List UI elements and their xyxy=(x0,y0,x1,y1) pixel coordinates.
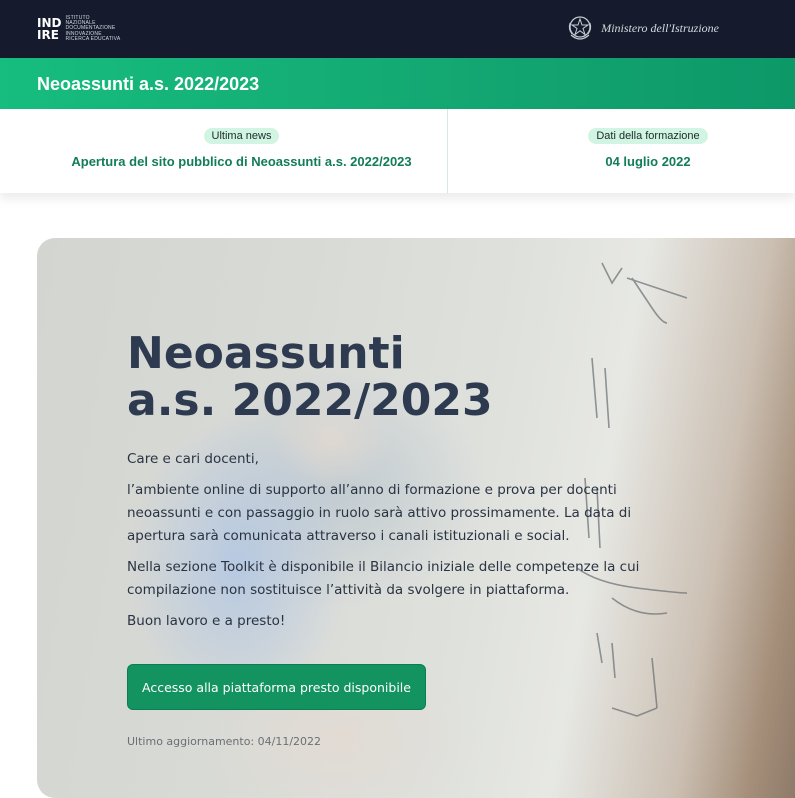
training-date-badge: Dati della formazione xyxy=(588,128,707,144)
logo-subtitle xyxy=(65,16,120,42)
training-date-value: 04 luglio 2022 xyxy=(605,154,691,169)
logo-subtitle-line: ISTITUTO xyxy=(65,15,90,21)
info-strip xyxy=(0,109,795,193)
ministry-name: Ministero dell'Istruzione xyxy=(601,20,719,35)
latest-news-badge: Ultima news xyxy=(204,128,280,144)
hero-title-line1: Neoassunti xyxy=(127,328,405,379)
platform-access-button[interactable]: Accesso alla piattaforma presto disponibile xyxy=(127,664,426,710)
hero-title xyxy=(127,330,493,424)
closing-paragraph: Buon lavoro e a presto! xyxy=(127,613,286,629)
toolkit-paragraph: Nella sezione Toolkit è disponibile il Bilancio iniziale delle competenze la cui compilazione non sostituisce l’attività da svolgere in piattaforma. xyxy=(127,559,640,598)
republic-emblem-icon xyxy=(567,13,593,43)
last-updated-text: Ultimo aggiornamento: 04/11/2022 xyxy=(127,735,322,748)
hero-title-line2: a.s. 2022/2023 xyxy=(127,375,493,426)
logo-subtitle-line: NAZIONALE xyxy=(65,20,96,27)
hero-card xyxy=(37,238,795,798)
logo-subtitle-line: DOCUMENTAZIONE xyxy=(65,25,116,32)
latest-news-panel xyxy=(0,109,447,193)
logo-subtitle-line: RICERCA EDUCATIVA xyxy=(65,35,121,42)
top-header xyxy=(0,0,795,58)
logo-subtitle-line: INNOVAZIONE xyxy=(65,30,102,37)
site-title-band xyxy=(0,58,795,109)
greeting-paragraph: Care e cari docenti, xyxy=(127,451,259,467)
hero-body xyxy=(127,448,667,641)
training-date-panel xyxy=(448,109,795,193)
logo-mark xyxy=(37,17,61,41)
logo-mark-line2: IRE xyxy=(37,28,59,42)
intro-paragraph: l’ambiente online di supporto all’anno di formazione e prova per docenti neoassunti e con passaggio in ruolo sarà attivo prossimamente. La data di apertura sarà comunicata attraverso i canali istituzionali e social. xyxy=(127,482,632,544)
ministry-link[interactable] xyxy=(567,13,719,43)
latest-news-link[interactable]: Apertura del sito pubblico di Neoassunti a.s. 2022/2023 xyxy=(71,154,412,169)
logo-mark-line1: IND xyxy=(37,16,62,30)
site-title[interactable]: Neoassunti a.s. 2022/2023 xyxy=(37,74,260,94)
indire-logo[interactable] xyxy=(37,16,120,42)
